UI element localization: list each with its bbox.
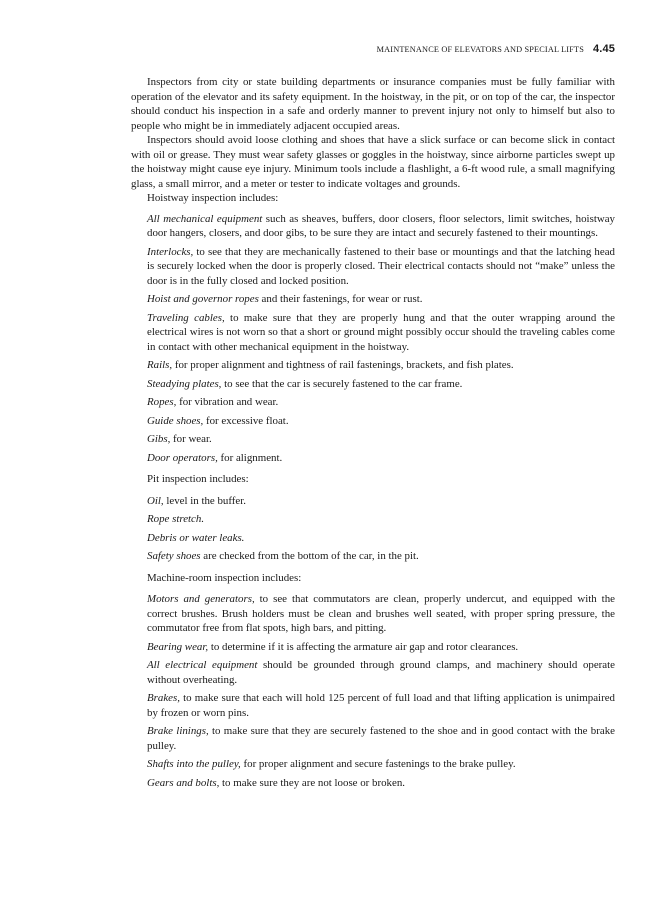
running-title: MAINTENANCE OF ELEVATORS AND SPECIAL LIFTS bbox=[376, 45, 584, 54]
list-item: Rope stretch. bbox=[147, 513, 205, 525]
list-item: Debris or water leaks. bbox=[147, 531, 245, 544]
list-item: Interlocks, to see that they are mechanically fastened to their base or mountings and that the latching head is securely locked when the door is properly closed. Their electrical contacts should not “make” unless the door is in the fully closed and locked position. bbox=[147, 245, 615, 287]
list-item: Shafts into the pulley, for proper alignment and secure fastenings to the brake pulley. bbox=[147, 758, 516, 770]
list-item: Oil, level in the buffer. bbox=[147, 494, 247, 507]
list-item: Safety shoes are checked from the bottom of the car, in the pit. bbox=[147, 550, 419, 562]
list-item: Guide shoes, for excessive float. bbox=[147, 414, 289, 427]
machine-room-list bbox=[131, 592, 615, 790]
paragraph-inspectors-familiarity: Inspectors from city or state building departments or insurance companies must be fully familiar with operation of the elevator and its safety equipment. In the hoistway, in the pit, or on top of the car, the inspector should conduct his inspection in a safe and orderly manner to prevent injury not only to himself but also to people who might be in immediately adjacent occupied areas. bbox=[131, 76, 615, 132]
list-item: Steadying plates, to see that the car is securely fastened to the car frame. bbox=[147, 377, 463, 390]
pit-list bbox=[131, 494, 615, 564]
pit-heading: Pit inspection includes: bbox=[147, 473, 249, 485]
list-item: Brakes, to make sure that each will hold 125 percent of full load and that lifting application is unimpaired by frozen or worn pins. bbox=[147, 692, 615, 719]
paragraph-clothing-tools: Inspectors should avoid loose clothing and shoes that have a slick surface or can become slick in contact with oil or grease. They must wear safety glasses or goggles in the hoistway, since airborne particles swept up the hoistway might cause eye injury. Minimum tools include a flashlight, a 6-ft wood rule, a small magnifying glass, a small mirror, and a meter or tester to indicate voltages and grounds. bbox=[131, 134, 615, 190]
list-item: Rails, for proper alignment and tightness of rail fastenings, brackets, and fish plates. bbox=[147, 359, 514, 371]
list-item: Gears and bolts, to make sure they are not loose or broken. bbox=[147, 776, 406, 789]
list-item: Ropes, for vibration and wear. bbox=[147, 396, 279, 408]
machine-room-heading: Machine-room inspection includes: bbox=[147, 571, 302, 584]
list-item: Bearing wear, to determine if it is affecting the armature air gap and rotor clearances. bbox=[147, 640, 519, 653]
hoistway-heading: Hoistway inspection includes: bbox=[147, 192, 279, 204]
list-item: All electrical equipment should be grounded through ground clamps, and machinery should operate without overheating. bbox=[147, 659, 615, 686]
running-header bbox=[377, 42, 615, 58]
list-item: Traveling cables, to make sure that they are properly hung and that the outer wrapping around the electrical wires is not worn so that a short or ground might possibly occur should the traveling cables come in contact with other mechanical equipment in the hoistway. bbox=[147, 311, 615, 353]
list-item: Brake linings, to make sure that they are securely fastened to the shoe and in good contact with the brake pulley. bbox=[147, 725, 615, 752]
hoistway-list bbox=[131, 212, 615, 466]
list-item: Hoist and governor ropes and their fastenings, for wear or rust. bbox=[147, 293, 423, 305]
list-item: Gibs, for wear. bbox=[147, 433, 212, 445]
list-item: All mechanical equipment such as sheaves, buffers, door closers, floor selectors, limit switches, hoistway door hangers, closers, and door gibs, to be sure they are intact and securely fastened to their mountings. bbox=[147, 212, 615, 239]
page-number: 4.45 bbox=[592, 43, 615, 55]
list-item: Door operators, for alignment. bbox=[147, 451, 283, 464]
body-text bbox=[131, 75, 615, 790]
list-item: Motors and generators, to see that commutators are clean, properly undercut, and equipped with the correct brushes. Brush holders must be clean and brushes well seated, with proper spring pressure, the commutator free from flat spots, high bars, and pitting. bbox=[147, 593, 615, 634]
